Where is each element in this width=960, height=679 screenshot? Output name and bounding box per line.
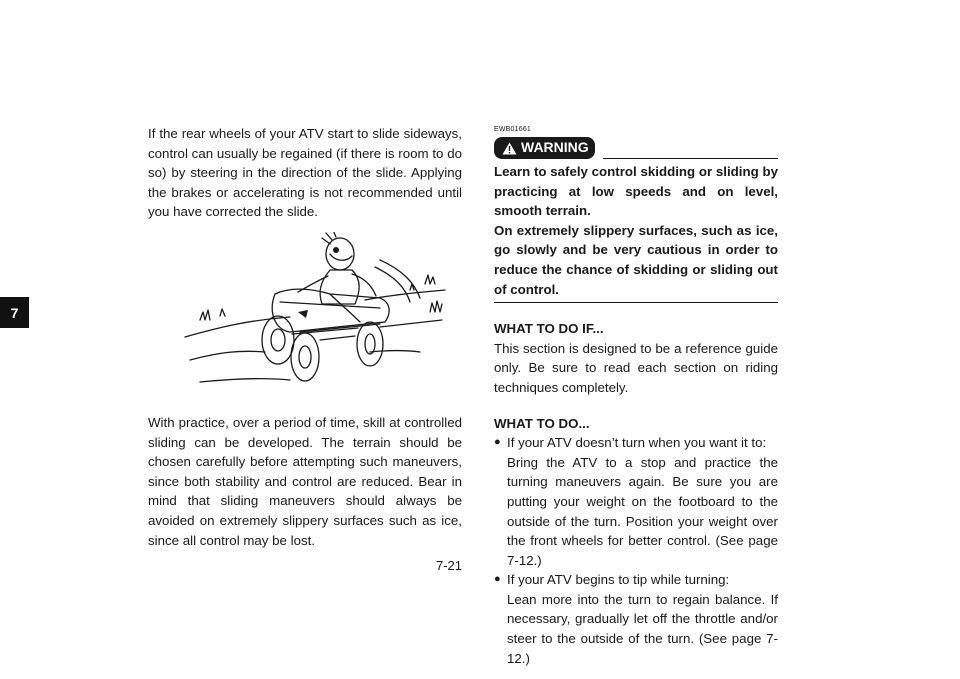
warning-header [494, 137, 778, 159]
warning-rule [603, 158, 778, 159]
list-item-title: If your ATV begins to tip while turning: [507, 572, 730, 588]
bullet-icon: ● [494, 436, 501, 449]
warning-badge [494, 137, 595, 159]
right-column [494, 124, 778, 668]
atv-rider-illustration [180, 232, 450, 392]
sliding-paragraph: If the rear wheels of your ATV start to slide sideways, control can usually be regained (if there is room to do so) by steering in the direction of the slide. Applying the brakes or accelerating is not recommended until you have corrected the slide. [148, 126, 462, 220]
chapter-tab: 7 [0, 297, 29, 328]
warning-end-rule [494, 302, 778, 303]
warning-label: WARNING [521, 139, 589, 156]
warning-code: EWB01661 [494, 126, 532, 133]
page-number: 7-21 [436, 558, 463, 573]
warning-triangle-icon [502, 142, 517, 155]
bullet-icon: ● [494, 573, 501, 586]
section-heading-what-to-do: WHAT TO DO... [494, 415, 590, 431]
list-item [494, 570, 778, 590]
list-item-body: Bring the ATV to a stop and practice the turning maneuvers again. Be sure you are putting your weight on the footboard to the outside of the turn. Position your weight over the front wheels for better control. (See page 7-12.) [507, 454, 778, 568]
section-body-reference: This section is designed to be a reference guide only. Be sure to read each section on riding techniques completely. [494, 340, 778, 395]
list-item-title: If your ATV doesn’t turn when you want it to: [507, 435, 767, 451]
section-heading-what-to-do-if: WHAT TO DO IF... [494, 321, 604, 337]
list-item-body: Lean more into the turn to regain balance. If necessary, gradually let off the throttle and/or steer to the outside of the turn. (See page 7-12.) [507, 591, 778, 666]
left-column [148, 124, 462, 222]
practice-paragraph: With practice, over a period of time, skill at controlled sliding can be developed. The terrain should be chosen carefully before attempting such maneuvers, since both stability and control are reduced. Bear in mind that sliding maneuvers should always be avoided on extremely slippery surfaces such as ice, since all control may be lost. [148, 415, 462, 548]
list-item [494, 433, 778, 453]
warning-text-1: Learn to safely control skidding or sliding by practicing at low speeds and on level, smooth terrain. [494, 164, 778, 219]
warning-text-2: On extremely slippery surfaces, such as ice, go slowly and be very cautious in order to reduce the chance of skidding or sliding out of control. [494, 222, 778, 297]
